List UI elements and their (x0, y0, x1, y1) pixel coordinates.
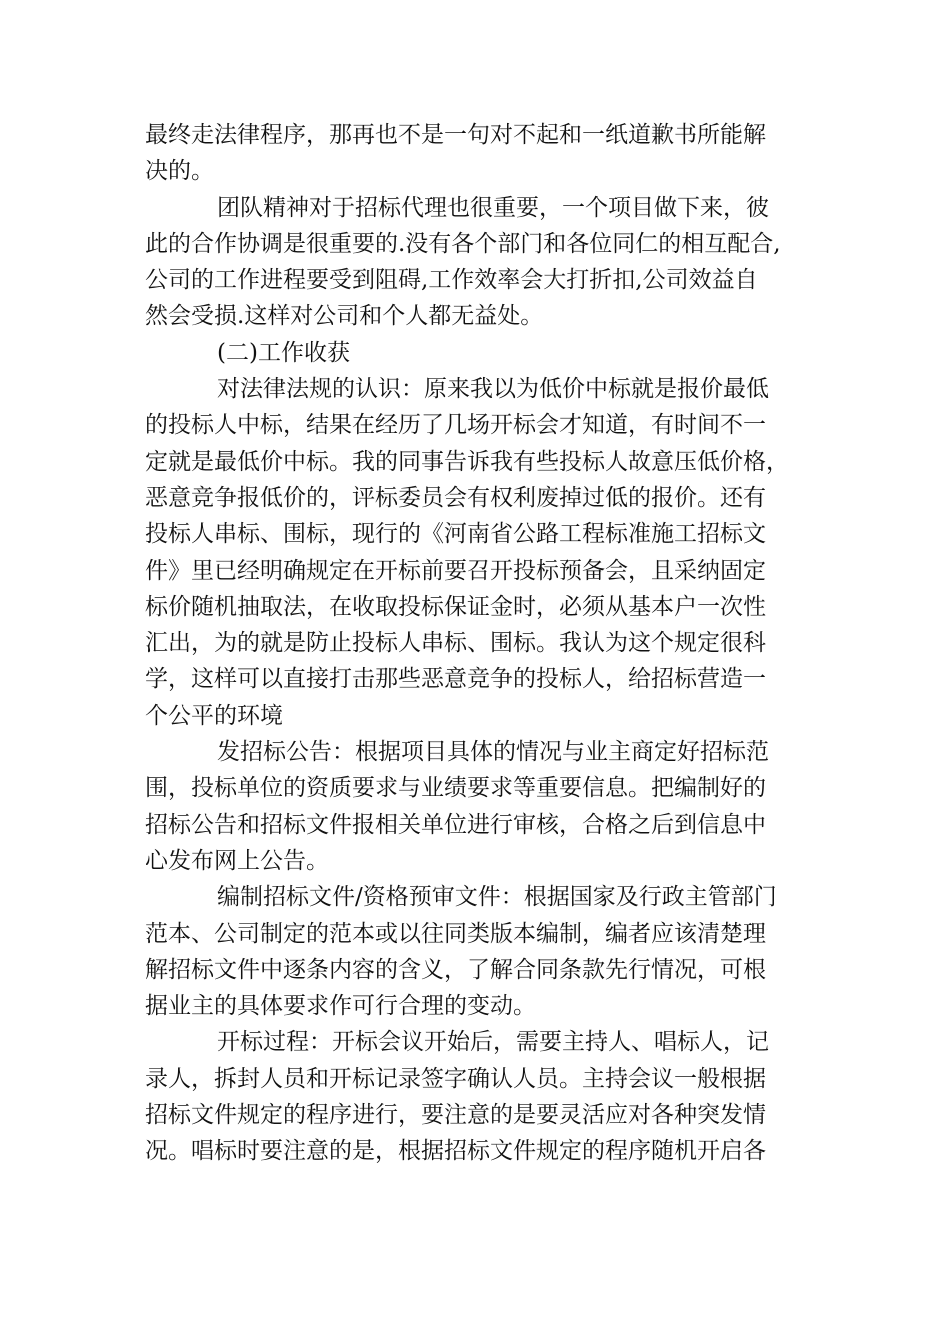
paragraph-first-line: 编制招标文件/资格预审文件：根据国家及行政主管部门 (217, 884, 777, 911)
paragraph-first-line: 对法律法规的认识：原来我以为低价中标就是报价最低 (217, 376, 769, 403)
text-line: 决的。 (145, 158, 214, 185)
paragraph-first-line: 团队精神对于招标代理也很重要，一个项目做下来，彼 (217, 194, 769, 221)
text-line: 况。唱标时要注意的是，根据招标文件规定的程序随机开启各 (145, 1138, 766, 1165)
text-line: 最终走法律程序，那再也不是一句对不起和一纸道歉书所能解 (145, 122, 766, 148)
paragraph-first-line: 发招标公告：根据项目具体的情况与业主商定好招标范 (217, 739, 769, 766)
text-line: 据业主的具体要求作可行合理的变动。 (145, 993, 536, 1020)
text-line: 学，这样可以直接打击那些恶意竞争的投标人，给招标营造一 (145, 666, 766, 693)
text-line: 范本、公司制定的范本或以往同类版本编制，编者应该清楚理 (145, 920, 766, 947)
text-line: 此的合作协调是很重要的.没有各个部门和各位同仁的相互配合, (145, 230, 781, 257)
document-page (145, 117, 813, 1170)
text-line: 定就是最低价中标。我的同事告诉我有些投标人故意压低价格， (145, 448, 789, 475)
text-line: 的投标人中标，结果在经历了几场开标会才知道，有时间不一 (145, 412, 766, 439)
text-line: 汇出，为的就是防止投标人串标、围标。我认为这个规定很科 (145, 630, 766, 657)
text-line: 标价随机抽取法，在收取投标保证金时，必须从基本户一次性 (145, 593, 766, 620)
text-line: 投标人串标、围标，现行的《河南省公路工程标准施工招标文 (145, 521, 766, 548)
paragraph-first-line: 开标过程：开标会议开始后，需要主持人、唱标人，记 (217, 1029, 769, 1056)
text-line: 件》里已经明确规定在开标前要召开投标预备会，且采纳固定 (145, 557, 766, 584)
text-line: 公司的工作进程要受到阻碍,工作效率会大打折扣,公司效益自 (145, 267, 758, 294)
text-line: 心发布网上公告。 (145, 847, 329, 874)
text-line: 个公平的环境 (145, 702, 283, 729)
text-line: 围，投标单位的资质要求与业绩要求等重要信息。把编制好的 (145, 775, 766, 802)
text-line: 招标文件规定的程序进行，要注意的是要灵活应对各种突发情 (145, 1102, 766, 1129)
text-line: 恶意竞争报低价的，评标委员会有权利废掉过低的报价。还有 (145, 484, 766, 511)
text-line: 然会受损.这样对公司和个人都无益处。 (145, 303, 544, 330)
paragraph-first-line: (二)工作收获 (217, 339, 350, 366)
text-line: 录人，拆封人员和开标记录签字确认人员。主持会议一般根据 (145, 1065, 766, 1092)
text-line: 解招标文件中逐条内容的含义，了解合同条款先行情况，可根 (145, 956, 766, 983)
text-line: 招标公告和招标文件报相关单位进行审核，合格之后到信息中 (145, 811, 766, 838)
